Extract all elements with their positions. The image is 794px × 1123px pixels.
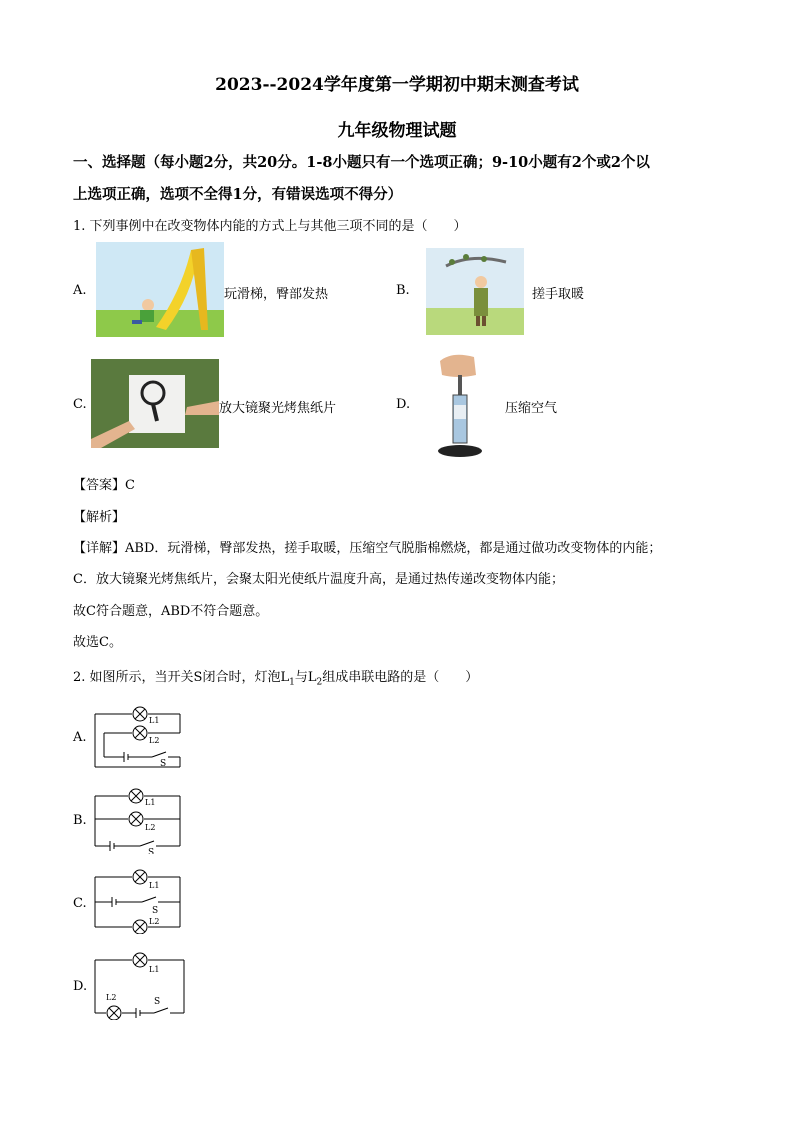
l2-subscript: 2 [316,677,323,688]
q2-stem-part2: 与 [294,670,308,685]
q1-option-b-text: 搓手取暖 [532,287,585,302]
circuit-c [92,866,192,934]
slide-image [96,242,224,337]
q1-detail-line1 [73,537,661,556]
answer-value: C [125,478,135,493]
circuit-c-label-l1: L1 [149,881,160,890]
circuit-a-label-s: S [160,759,167,769]
q1-analysis-tag: 【解析】 [73,510,126,525]
q1-option-c-text: 放大镜聚光烤焦纸片 [219,401,337,416]
circuit-b-label-l1: L1 [145,798,156,807]
circuit-a-label-l1: L1 [149,716,160,725]
q2-option-d-letter: D. [73,979,88,994]
circuit-d-label-l1: L1 [149,965,160,974]
q2-option-b-letter: B. [73,813,87,828]
q1-stem: 1. 下列事例中在改变物体内能的方式上与其他三项不同的是（ ） [73,219,467,234]
air-compression-image [434,349,486,461]
circuit-b-label-s: S [148,848,155,854]
q1-option-c-letter: C. [73,397,87,412]
circuit-c-label-l2: L2 [149,917,160,926]
q1-option-d-letter: D. [396,397,411,412]
q1-detail-line3: 故C符合题意，ABD不符合题意。 [73,604,269,619]
exam-subtitle: 九年级物理试题 [337,121,457,141]
q2-stem-part3: 组成串联电路的是（ ） [322,670,479,685]
l2-symbol: L [307,670,317,685]
q2-stem [73,666,478,688]
answer-tag: 【答案】 [73,478,126,493]
magnifier-image [91,359,219,448]
circuit-a [92,704,192,770]
circuit-d [92,950,192,1020]
circuit-d-label-s: S [154,997,161,1007]
q1-answer [73,474,135,493]
q2-option-c-letter: C. [73,896,87,911]
q1-option-d-text: 压缩空气 [505,401,558,416]
q1-option-a-letter: A. [73,283,87,298]
rubbing-hands-image [426,248,524,335]
detail-text: ABD．玩滑梯，臀部发热，搓手取暖，压缩空气脱脂棉燃烧，都是通过做功改变物体的内能； [125,541,662,556]
detail-tag: 【详解】 [73,541,126,556]
q1-detail-line2: C．放大镜聚光烤焦纸片，会聚太阳光使纸片温度升高，是通过热传递改变物体内能； [73,572,564,587]
l1-symbol: L [280,670,290,685]
circuit-a-label-l2: L2 [149,736,160,745]
q1-option-b-letter: B. [396,283,410,298]
exam-title: 2023--2024学年度第一学期初中期末测查考试 [215,75,579,95]
circuit-b-label-l2: L2 [145,823,156,832]
q1-detail-line4: 故选C。 [73,635,122,650]
section-heading-line1: 一、选择题（每小题2分，共20分。1-8小题只有一个选项正确；9-10小题有2个或2个以 [73,154,650,171]
l1-subscript: 1 [289,677,295,688]
circuit-b [92,788,192,854]
q2-option-a-letter: A. [73,730,87,745]
circuit-d-label-l2: L2 [106,993,117,1002]
circuit-c-label-s: S [152,906,159,916]
section-heading-line2: 上选项正确，选项不全得1分，有错误选项不得分） [73,186,403,203]
q2-stem-part1: 2. 如图所示，当开关S闭合时，灯泡 [73,670,281,685]
q1-option-a-text: 玩滑梯，臀部发热 [224,287,329,302]
